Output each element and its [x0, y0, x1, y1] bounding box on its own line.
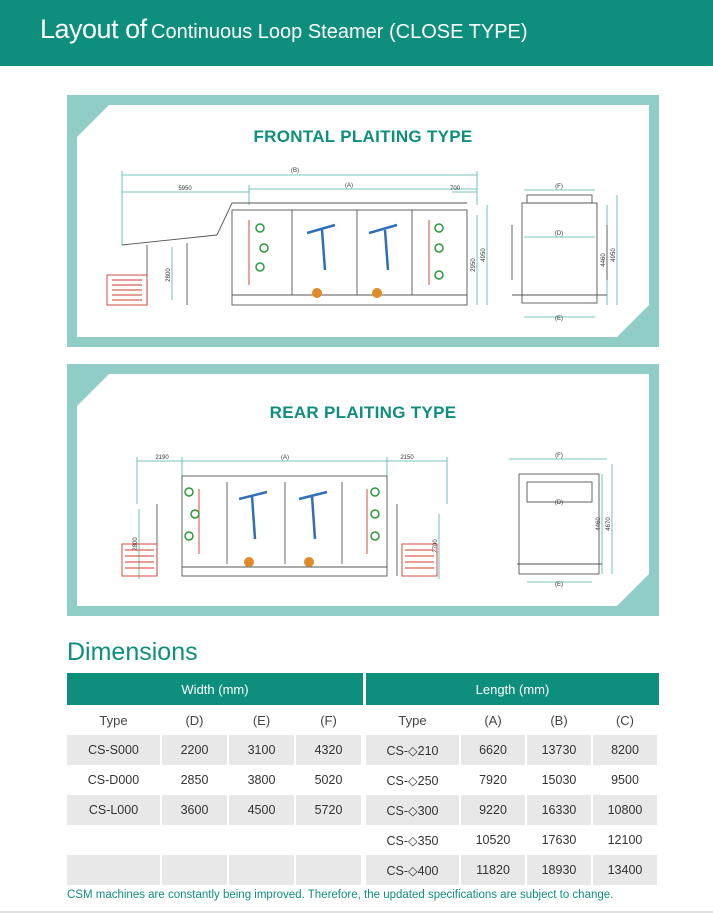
table-cell: 7920: [461, 765, 527, 795]
table-cell: CS-D000: [67, 765, 162, 795]
table-cell: 2850: [162, 765, 229, 795]
length-header: Length (mm): [363, 673, 659, 705]
table-cell: [67, 825, 162, 855]
dim-d-label: (D): [554, 231, 564, 237]
table-cell: 5020: [296, 765, 363, 795]
col-header: (A): [461, 705, 527, 735]
dim-2190-label: 2190: [155, 455, 169, 461]
dim-a-label-2: (A): [281, 455, 289, 461]
table-cell: [162, 825, 229, 855]
dim-4670-label: 4670: [606, 517, 612, 531]
table-cell: [67, 855, 162, 885]
table-subheader-row: [67, 705, 659, 735]
table-cell: [229, 825, 296, 855]
table-cell: 3100: [229, 735, 296, 765]
table-cell: 15030: [527, 765, 593, 795]
table-cell: 5720: [296, 795, 363, 825]
frontal-plaiting-title: FRONTAL PLAITING TYPE: [253, 127, 473, 146]
table-cell: 16330: [527, 795, 593, 825]
frontal-plaiting-drawing: [67, 95, 659, 347]
dim-5950-label: 5950: [178, 186, 192, 192]
page-header: [0, 0, 713, 66]
table-cell: 9500: [593, 765, 659, 795]
table-row: [67, 735, 659, 765]
table-cell: CS-L000: [67, 795, 162, 825]
table-cell: 18930: [527, 855, 593, 885]
disclaimer-note: CSM machines are constantly being improved. Therefore, the updated specifications are subject to change.: [67, 889, 614, 901]
dim-d-label-2: (D): [554, 500, 564, 506]
dimensions-title: Dimensions: [67, 638, 198, 666]
dim-2800-label: 2800: [166, 268, 172, 282]
table-cell: 12100: [593, 825, 659, 855]
table-row: [67, 825, 659, 855]
dim-4950b-label: 4950: [611, 248, 617, 262]
table-cell: 6620: [461, 735, 527, 765]
col-header: (B): [527, 705, 593, 735]
frontal-plaiting-panel: [67, 95, 659, 347]
table-cell: 4320: [296, 735, 363, 765]
table-cell: 8200: [593, 735, 659, 765]
table-row: [67, 855, 659, 885]
dimensions-table: [67, 673, 659, 885]
table-cell: [296, 855, 363, 885]
dim-a-label: (A): [345, 183, 353, 189]
table-cell: CS-◇400: [363, 855, 461, 885]
page-title-sub: Continuous Loop Steamer (CLOSE TYPE): [151, 21, 528, 43]
table-cell: CS-◇210: [363, 735, 461, 765]
col-header: (D): [162, 705, 229, 735]
table-cell: CS-◇300: [363, 795, 461, 825]
table-cell: [229, 855, 296, 885]
table-row: [67, 765, 659, 795]
dim-700-label: 700: [449, 186, 461, 192]
table-cell: CS-◇250: [363, 765, 461, 795]
dim-e-label: (E): [555, 316, 563, 322]
table-cell: 2200: [162, 735, 229, 765]
table-cell: [162, 855, 229, 885]
dim-2800-label-2: 2800: [133, 537, 139, 551]
col-header: Type: [363, 705, 461, 735]
width-header: Width (mm): [67, 673, 363, 705]
col-header: Type: [67, 705, 162, 735]
dim-2700-label: 2700: [433, 539, 439, 553]
dim-4460-label-2: 4460: [596, 517, 602, 531]
table-cell: CS-◇350: [363, 825, 461, 855]
dim-4950-label: 4950: [481, 248, 487, 262]
table-row: [67, 795, 659, 825]
rear-plaiting-title: REAR PLAITING TYPE: [269, 403, 457, 422]
table-cell: 9220: [461, 795, 527, 825]
table-cell: 11820: [461, 855, 527, 885]
table-cell: 13400: [593, 855, 659, 885]
table-cell: 17630: [527, 825, 593, 855]
page-title: [40, 14, 528, 45]
dim-4460-label: 4460: [601, 253, 607, 267]
dim-b-label: (B): [291, 168, 299, 174]
table-cell: 13730: [527, 735, 593, 765]
dim-f-label-2: (F): [555, 453, 563, 459]
table-cell: CS-S000: [67, 735, 162, 765]
page-title-main: Layout of: [40, 14, 147, 44]
col-header: (F): [296, 705, 363, 735]
dim-2150-label: 2150: [400, 455, 414, 461]
table-cell: [296, 825, 363, 855]
table-cell: 4500: [229, 795, 296, 825]
table-cell: 3800: [229, 765, 296, 795]
dim-e-label-2: (E): [555, 582, 563, 588]
table-cell: 10800: [593, 795, 659, 825]
rear-plaiting-drawing: [67, 364, 659, 616]
col-header: (E): [229, 705, 296, 735]
table-cell: 10520: [461, 825, 527, 855]
rear-plaiting-panel: [67, 364, 659, 616]
dim-2950-label: 2950: [471, 258, 477, 272]
dim-f-label: (F): [555, 184, 563, 190]
table-cell: 3600: [162, 795, 229, 825]
col-header: (C): [593, 705, 659, 735]
